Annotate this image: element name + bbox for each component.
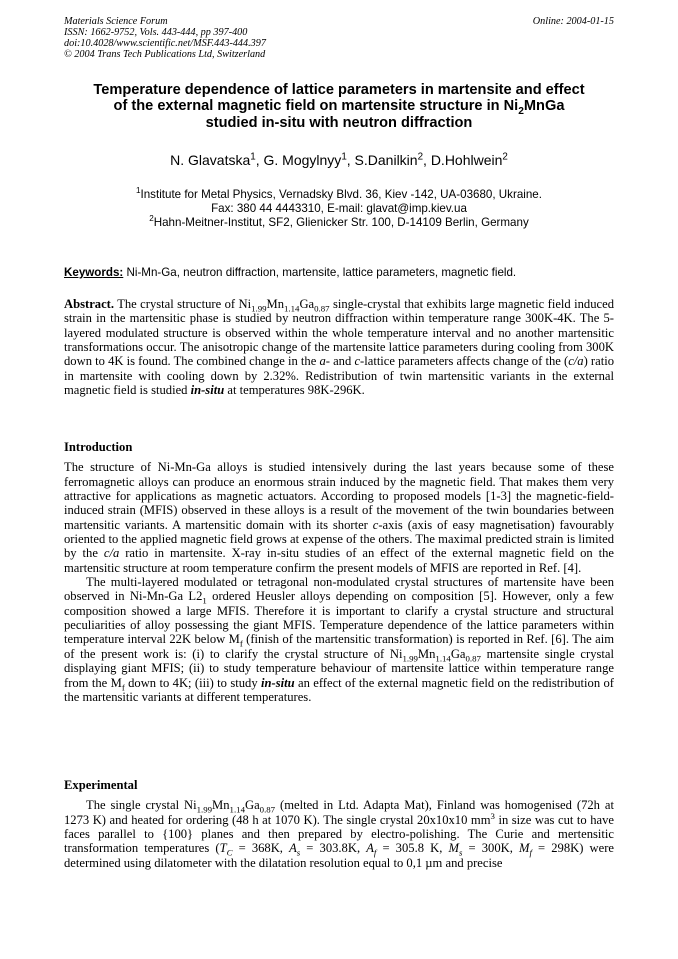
author-affiliation-mark: 1 bbox=[250, 151, 256, 163]
text-segment: = 300K, bbox=[462, 841, 519, 856]
keywords-text: Ni-Mn-Ga, neutron diffraction, martensite, lattice parameters, magnetic field. bbox=[123, 266, 517, 279]
title-text: MnGa bbox=[523, 98, 565, 115]
title-line: studied in-situ with neutron diffraction bbox=[205, 114, 473, 131]
text-segment: A bbox=[289, 841, 297, 856]
text-segment: 1.99 bbox=[402, 653, 418, 664]
text-segment: at temperatures 98K-296K. bbox=[224, 383, 365, 398]
experimental-section bbox=[64, 778, 614, 870]
text-segment: = 368K, bbox=[232, 841, 290, 856]
paragraph bbox=[64, 798, 614, 870]
text-segment: f bbox=[239, 638, 243, 649]
online-date: Online: 2004-01-15 bbox=[532, 16, 614, 27]
text-segment: The single crystal Ni bbox=[86, 798, 197, 813]
title-line: Temperature dependence of lattice parameters in martensite and effect bbox=[93, 82, 585, 98]
text-segment: Mn bbox=[417, 646, 436, 661]
text-segment: Ga bbox=[299, 297, 315, 311]
text-segment: 1.14 bbox=[284, 303, 300, 314]
separator: , bbox=[423, 152, 431, 168]
contact bbox=[64, 202, 614, 216]
separator: , bbox=[255, 152, 264, 168]
text-segment: an effect of the external magnetic field on the redistribution of the martensitic variants at different temperatures. bbox=[64, 675, 614, 704]
text-segment: c bbox=[354, 354, 361, 369]
affiliation-text: Hahn-Meitner-Institut, SF2, Glienicker Str. 100, D-14109 Berlin, Germany bbox=[153, 216, 529, 229]
keywords-label: Keywords: bbox=[64, 266, 124, 279]
author: G. Mogylnyy bbox=[263, 152, 342, 168]
author: S.Danilkin bbox=[354, 152, 418, 168]
text-segment: -axis (axis of easy magnetisation) favourably oriented to the applied magnetic field grows at expense of the others. The maximal predicted strain is limited by the bbox=[64, 517, 614, 561]
text-segment: 0.87 bbox=[465, 653, 481, 664]
text-segment: c/a bbox=[103, 546, 120, 561]
text-segment: The crystal structure of Ni bbox=[114, 297, 252, 311]
text-segment: in-situ bbox=[190, 383, 225, 398]
author-affiliation-mark: 1 bbox=[341, 151, 347, 163]
section-heading: Introduction bbox=[64, 440, 133, 454]
text-segment: f bbox=[121, 682, 125, 693]
text-segment: = 305.8 K, bbox=[376, 841, 449, 856]
copyright: © 2004 Trans Tech Publications Ltd, Switzerland bbox=[64, 49, 266, 60]
journal-header bbox=[64, 16, 266, 60]
title-subscript: 2 bbox=[518, 106, 524, 118]
text-segment: Mn bbox=[266, 297, 285, 311]
text-segment: Mn bbox=[212, 798, 230, 813]
authors bbox=[64, 152, 614, 168]
text-segment: (melted in Ltd. Adapta Mat), Finland was homogenised (72h at 1273 K) and heated for ordering (48 h at 1070 K). The single crystal 20x10x10 mm bbox=[64, 798, 614, 827]
text-segment: A bbox=[366, 841, 374, 856]
text-segment: The multi-layered modulated or tetragonal non-modulated crystal structures of martensite have been observed in Ni-Mn-Ga L2 bbox=[64, 575, 614, 604]
text-segment: down to 4K; (iii) to study bbox=[124, 675, 261, 690]
affiliation-2 bbox=[64, 216, 614, 230]
text-segment: s bbox=[458, 847, 463, 858]
keywords bbox=[64, 266, 614, 279]
text-segment: C bbox=[226, 847, 233, 858]
affiliation-text: Institute for Metal Physics, Vernadsky Blvd. 36, Kiev -142, UA-03680, Ukraine. bbox=[140, 188, 542, 201]
text-segment: 3 bbox=[490, 810, 495, 821]
text-segment: s bbox=[296, 847, 301, 858]
text-segment: a bbox=[319, 354, 326, 369]
doi: doi:10.4028/www.scientific.net/MSF.443-444.397 bbox=[64, 38, 266, 49]
section-heading: Experimental bbox=[64, 778, 138, 792]
text-segment: c/a bbox=[568, 354, 584, 369]
text-segment: f bbox=[373, 847, 377, 858]
text-segment: 1.14 bbox=[435, 653, 451, 664]
author-affiliation-mark: 2 bbox=[502, 151, 508, 163]
journal-name: Materials Science Forum bbox=[64, 16, 168, 27]
title-line bbox=[64, 98, 614, 118]
text-segment: = 298K) were determined using dilatometer with the dilatation resolution equal to 0,1 µm and precise bbox=[64, 841, 614, 870]
text-segment: 1.14 bbox=[229, 804, 245, 815]
text-segment: Abstract. bbox=[64, 297, 115, 311]
email-link[interactable]: glavat@imp.kiev.ua bbox=[366, 202, 467, 215]
text-segment: 1.99 bbox=[251, 303, 267, 314]
text-segment: = 303.8K, bbox=[300, 841, 367, 856]
text-segment: c bbox=[372, 517, 379, 532]
text-segment: - and bbox=[325, 354, 355, 369]
text-segment: (finish of the martensitic transformation) is reported in Ref. [6]. The aim of the present work is: (i) to clarify the crystal structure of Ni bbox=[64, 632, 614, 661]
text-segment: Ga bbox=[450, 646, 466, 661]
paper-title bbox=[64, 82, 614, 131]
author: D.Hohlwein bbox=[430, 152, 503, 168]
separator: , bbox=[346, 152, 355, 168]
text-segment: The structure of Ni-Mn-Ga alloys is studied intensively during the last years because some of these ferromagnetic alloys can produce an enormous strain induced by the magnetic field. That makes them very attractive for applications as magnetic actuators. According to proposed models [1-3] the magnetic-field-induced strain (MFIS) observed in these alloys is a result of the movement of the twin boundaries between martensitic variants. A martensitic domain with its shorter bbox=[64, 460, 614, 532]
abstract-paragraph bbox=[64, 297, 614, 397]
affiliation-number: 1 bbox=[136, 186, 141, 196]
fax-text: Fax: 380 44 4443310, E-mail: bbox=[211, 202, 367, 215]
text-segment: ) ratio in martensite with cooling down by 2.32%. Redistribution of twin martensitic variants in the external magnetic field is studied bbox=[64, 354, 614, 398]
text-segment: ordered Heusler alloys depending on composition [5]. However, only a few composition showed a large MFIS. Therefore it is important to clarify a crystal structure and structural peculiarities of alloy possessing the giant MFIS. Temperature dependence of the lattice parameters within temperature interval 22K below M bbox=[64, 589, 614, 647]
text-segment: M bbox=[518, 841, 530, 856]
affiliation-1 bbox=[64, 188, 614, 202]
author: N. Glavatska bbox=[170, 152, 251, 168]
affiliation-number: 2 bbox=[149, 214, 154, 224]
text-segment: -lattice parameters affects change of the ( bbox=[360, 354, 569, 369]
text-segment: f bbox=[529, 847, 532, 858]
issn: ISSN: 1662-9752, Vols. 443-444, pp 397-400 bbox=[64, 27, 248, 38]
text-segment: 0.87 bbox=[259, 804, 276, 815]
abstract-section bbox=[64, 297, 614, 397]
text-segment: M bbox=[448, 841, 459, 856]
text-segment: ratio in martensite. X-ray in-situ studies of an effect of the external magnetic field on the martensitic structure at room temperature confirm the present models of MFIS are reported in Ref. [4]. bbox=[64, 546, 614, 575]
paragraph bbox=[64, 575, 614, 704]
text-segment: 0.87 bbox=[314, 303, 330, 314]
text-segment: 1 bbox=[202, 595, 207, 606]
text-segment: martensite single crystal displaying giant MFIS; (ii) to study temperature behaviour of martensite lattice within temperature range from the M bbox=[64, 646, 614, 690]
affiliations bbox=[64, 188, 614, 230]
author-affiliation-mark: 2 bbox=[417, 151, 424, 163]
title-text: of the external magnetic field on martensite structure in Ni bbox=[113, 98, 519, 115]
introduction-section bbox=[64, 440, 614, 704]
text-segment: 1.99 bbox=[196, 804, 213, 815]
text-segment: Ga bbox=[244, 798, 260, 813]
text-segment: in-situ bbox=[261, 675, 295, 690]
paragraph bbox=[64, 460, 614, 575]
text-segment: single-crystal that exhibits large magnetic field induced strain in the martensitic phase is studied by neutron diffraction within temperature range 300K-4K. The 5-layered modulated structure is observed within the whole temperature interval and no another martensitic transformations occur. The anisotropic change of the martensite lattice parameters during cooling from 300K down to 4K is found. The combined change in the bbox=[64, 297, 614, 369]
text-segment: T bbox=[219, 841, 227, 856]
text-segment: in size was cut to have faces parallel to {100} planes and then prepared by electro-polishing. The Curie and mertensitic transformation temperatures ( bbox=[64, 812, 614, 856]
